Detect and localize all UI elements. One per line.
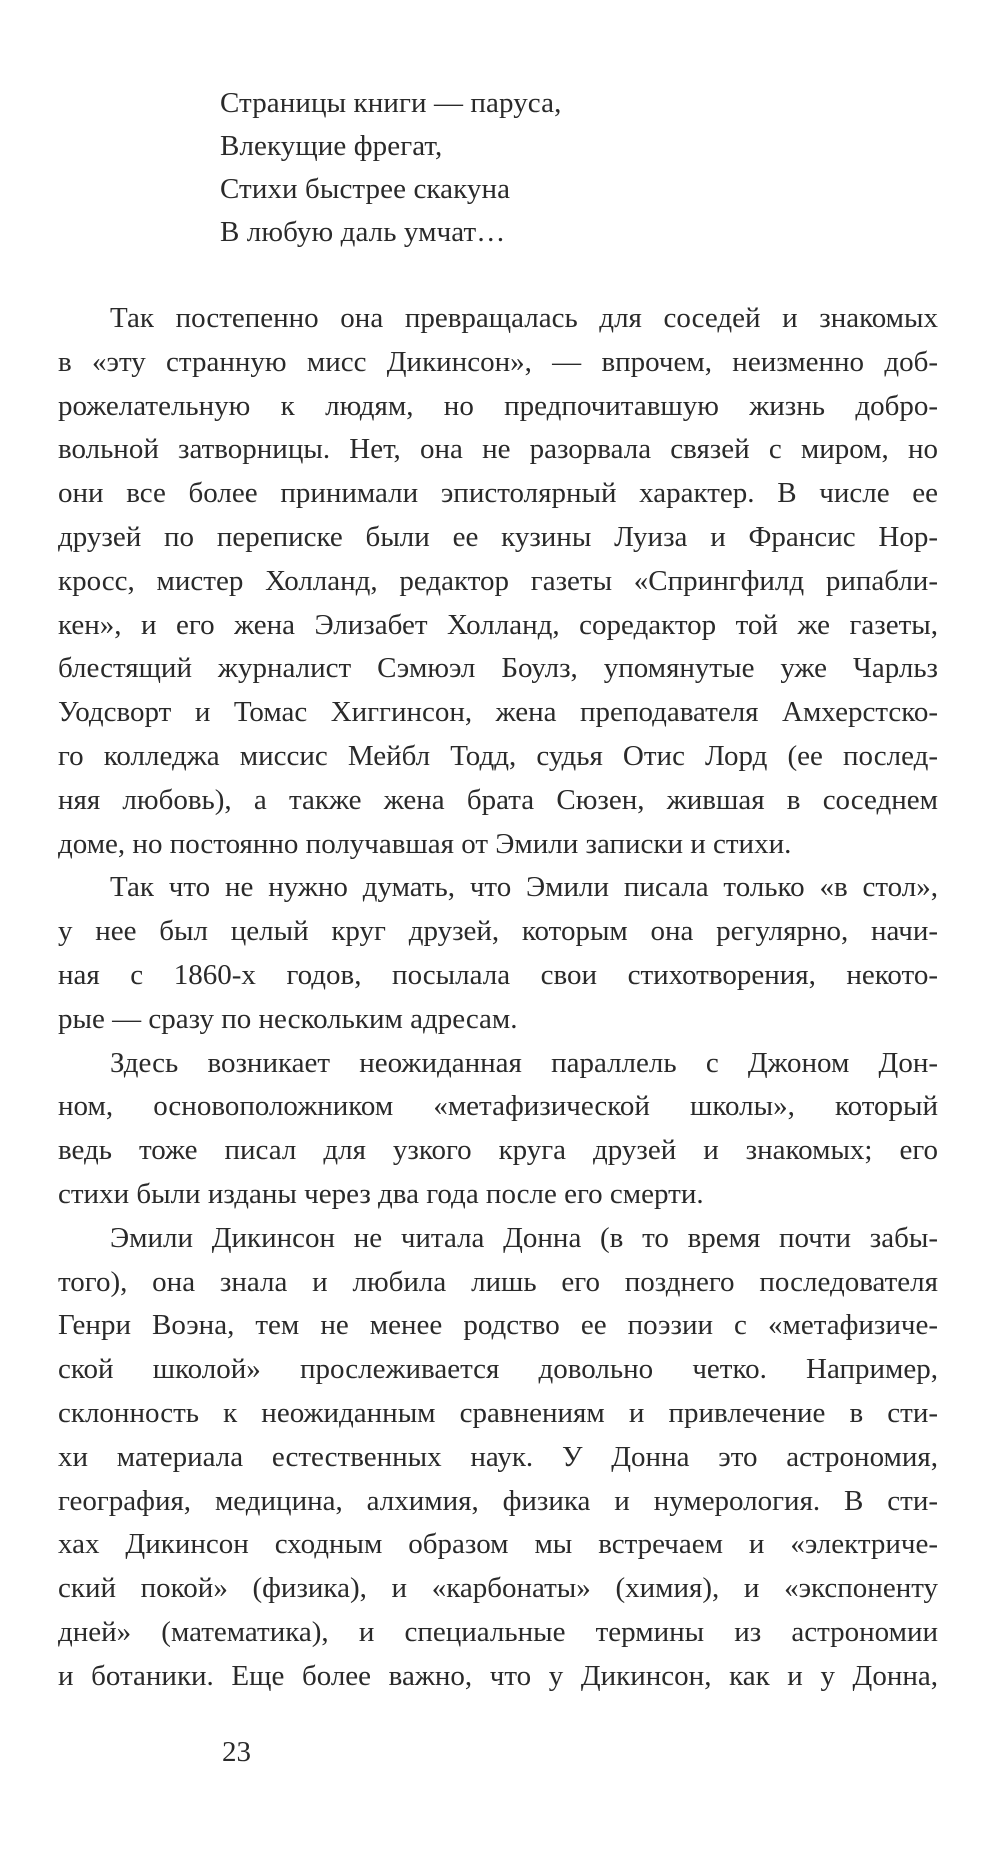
text-line: ведь тоже писал для узкого круга друзей и знакомых; его [58, 1134, 938, 1167]
text-line: кен», и его жена Элизабет Холланд, соредактор той же газеты, [58, 608, 938, 641]
text-line: ная с 1860-х годов, посылала свои стихотворения, некото- [58, 958, 938, 991]
paragraph-4 [58, 1217, 938, 1699]
text-line: и ботаники. Еще более важно, что у Дикинсон, как и у Донна, [58, 1659, 938, 1692]
text-line: Эмили Дикинсон не читала Донна (в то время почти забы- [110, 1221, 938, 1254]
text-line: Так постепенно она превращалась для соседей и знакомых [110, 302, 938, 334]
text-line: в «эту странную мисс Дикинсон», — впрочем, неизменно доб- [58, 345, 938, 378]
text-line: го колледжа миссис Мейбл Тодд, судья Отис Лорд (ее послед- [58, 739, 938, 772]
paragraph-2 [58, 866, 938, 1041]
paragraph-3 [58, 1042, 938, 1217]
poem-line: Стихи быстрее скакуна [220, 173, 511, 205]
poem-epigraph [220, 82, 820, 254]
page-number: 23 [222, 1736, 251, 1768]
text-line: того), она знала и любила лишь его позднего последователя [58, 1265, 938, 1298]
text-line: Здесь возникает неожиданная параллель с Джоном Дон- [110, 1046, 938, 1079]
text-line: няя любовь), а также жена брата Сюзен, жившая в соседнем [58, 783, 938, 816]
text-line: склонность к неожиданным сравнениям и привлечение в сти- [58, 1396, 938, 1429]
text-line: доме, но постоянно получавшая от Эмили записки и стихи. [58, 827, 792, 860]
paragraph-1 [58, 297, 938, 866]
text-line: рые — сразу по нескольким адресам. [58, 1002, 518, 1035]
text-line: ский покой» (физика), и «карбонаты» (химия), и «экспоненту [58, 1572, 938, 1605]
text-line: хах Дикинсон сходным образом мы встречаем и «электриче- [58, 1528, 938, 1561]
text-line: друзей по переписке были ее кузины Луиза и Франсис Нор- [58, 520, 938, 553]
text-line: блестящий журналист Сэмюэл Боулз, упомянутые уже Чарльз [58, 652, 938, 685]
text-line: Так что не нужно думать, что Эмили писала только «в стол», [110, 871, 938, 904]
text-line: Уодсворт и Томас Хиггинсон, жена преподавателя Амхерстско- [58, 696, 938, 729]
text-line: кросс, мистер Холланд, редактор газеты «Спрингфилд рипабли- [58, 564, 938, 597]
poem-line: Страницы книги — паруса, [220, 87, 562, 119]
text-line: дней» (математика), и специальные термины из астрономии [58, 1615, 938, 1648]
text-line: ном, основоположником «метафизической школы», который [58, 1090, 938, 1123]
poem-line: Влекущие фрегат, [220, 130, 443, 162]
text-line: стихи были изданы через два года после его смерти. [58, 1177, 704, 1210]
body-text [58, 297, 938, 1699]
text-line: рожелательную к людям, но предпочитавшую жизнь добро- [58, 389, 938, 422]
text-line: ской школой» прослеживается довольно четко. Например, [58, 1353, 938, 1386]
poem-line: В любую даль умчат… [220, 216, 506, 248]
text-line: география, медицина, алхимия, физика и нумерология. В сти- [58, 1484, 938, 1517]
text-line: вольной затворницы. Нет, она не разорвала связей с миром, но [58, 433, 938, 466]
text-line: хи материала естественных наук. У Донна это астрономия, [58, 1440, 938, 1473]
text-line: у нее был целый круг друзей, которым она регулярно, начи- [58, 915, 938, 948]
text-line: Генри Воэна, тем не менее родство ее поэзии с «метафизиче- [58, 1309, 938, 1342]
text-line: они все более принимали эпистолярный характер. В числе ее [58, 477, 938, 510]
